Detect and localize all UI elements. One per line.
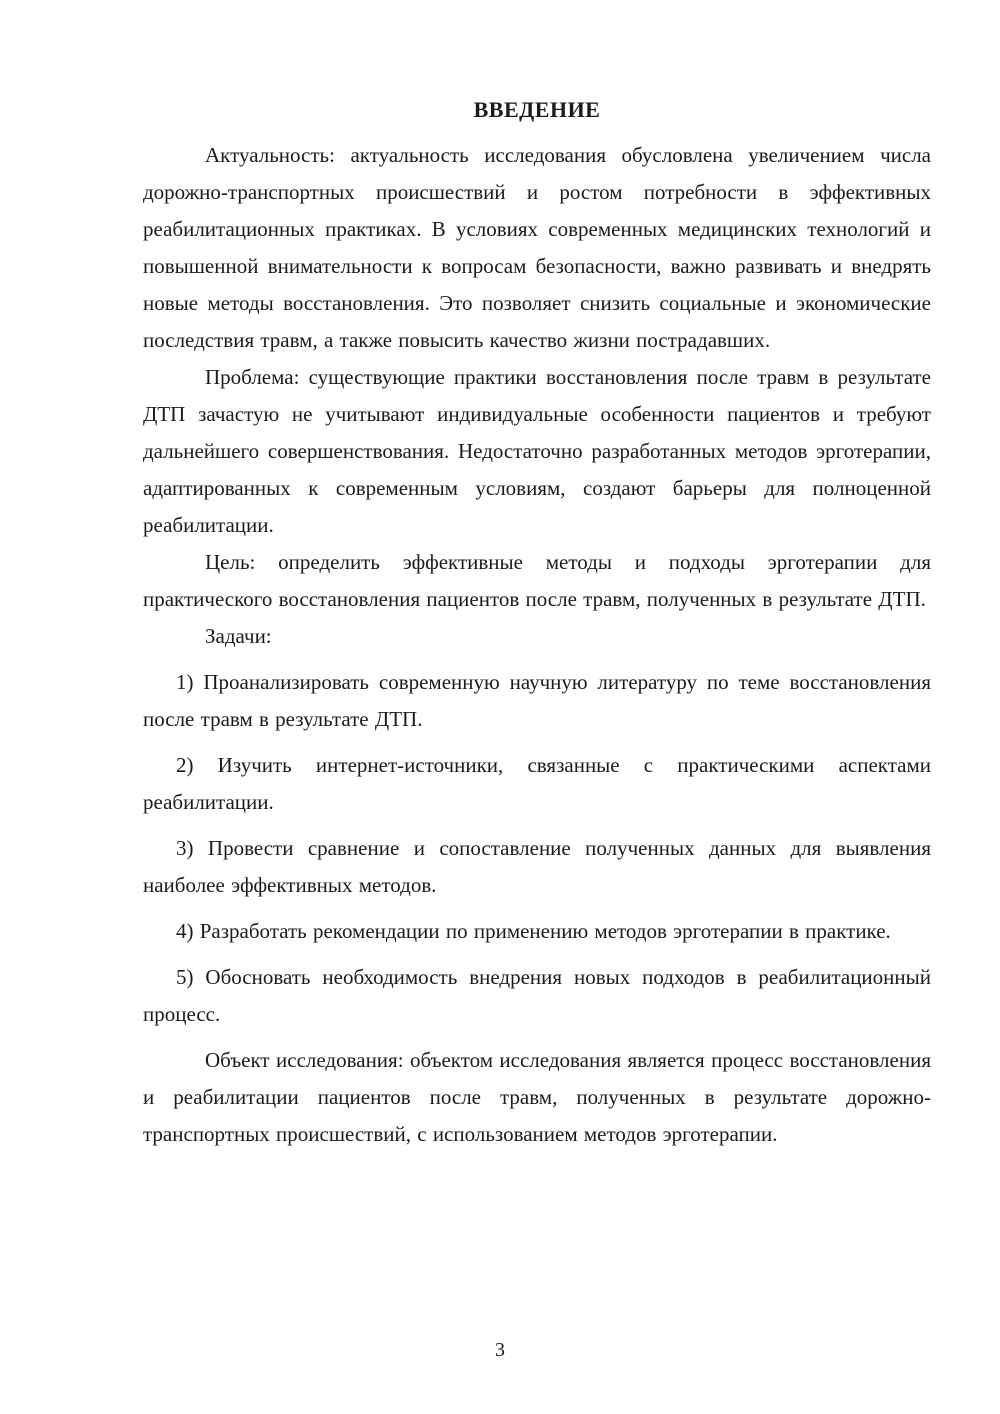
- task-item-1: 1) Проанализировать современную научную литературу по теме восстановления после травм в результате ДТП.: [143, 670, 931, 731]
- page-content: [143, 97, 931, 1153]
- paragraph-problem: Проблема: существующие практики восстановления после травм в результате ДТП зачастую не учитывают индивидуальные особенности пациентов и требуют дальнейшего совершенствования. Недостаточно разработанных методов эрготерапии, адаптированных к современным условиям, создают барьеры для полноценной реабилитации.: [143, 365, 931, 537]
- tasks-heading: Задачи:: [205, 624, 272, 648]
- task-item-4: 4) Разработать рекомендации по применению методов эрготерапии в практике.: [176, 919, 891, 943]
- task-item-3: 3) Провести сравнение и сопоставление полученных данных для выявления наиболее эффективных методов.: [143, 836, 931, 897]
- paragraph-relevance: Актуальность: актуальность исследования обусловлена увеличением числа дорожно-транспортных происшествий и ростом потребности в эффективных реабилитационных практиках. В условиях современных медицинских технологий и повышенной внимательности к вопросам безопасности, важно развивать и внедрять новые методы восстановления. Это позволяет снизить социальные и экономические последствия травм, а также повысить качество жизни пострадавших.: [143, 143, 931, 352]
- task-item-5: 5) Обосновать необходимость внедрения новых подходов в реабилитационный процесс.: [143, 965, 931, 1026]
- paragraph-research-object: Объект исследования: объектом исследования является процесс восстановления и реабилитации пациентов после травм, полученных в результате дорожно-транспортных происшествий, с использованием методов эрготерапии.: [143, 1048, 931, 1146]
- paragraph-goal: Цель: определить эффективные методы и подходы эрготерапии для практического восстановления пациентов после травм, полученных в результате ДТП.: [143, 550, 931, 611]
- task-item-2: 2) Изучить интернет-источники, связанные с практическими аспектами реабилитации.: [143, 753, 931, 814]
- section-title: ВВЕДЕНИЕ: [473, 97, 601, 122]
- page-number: 3: [495, 1339, 505, 1361]
